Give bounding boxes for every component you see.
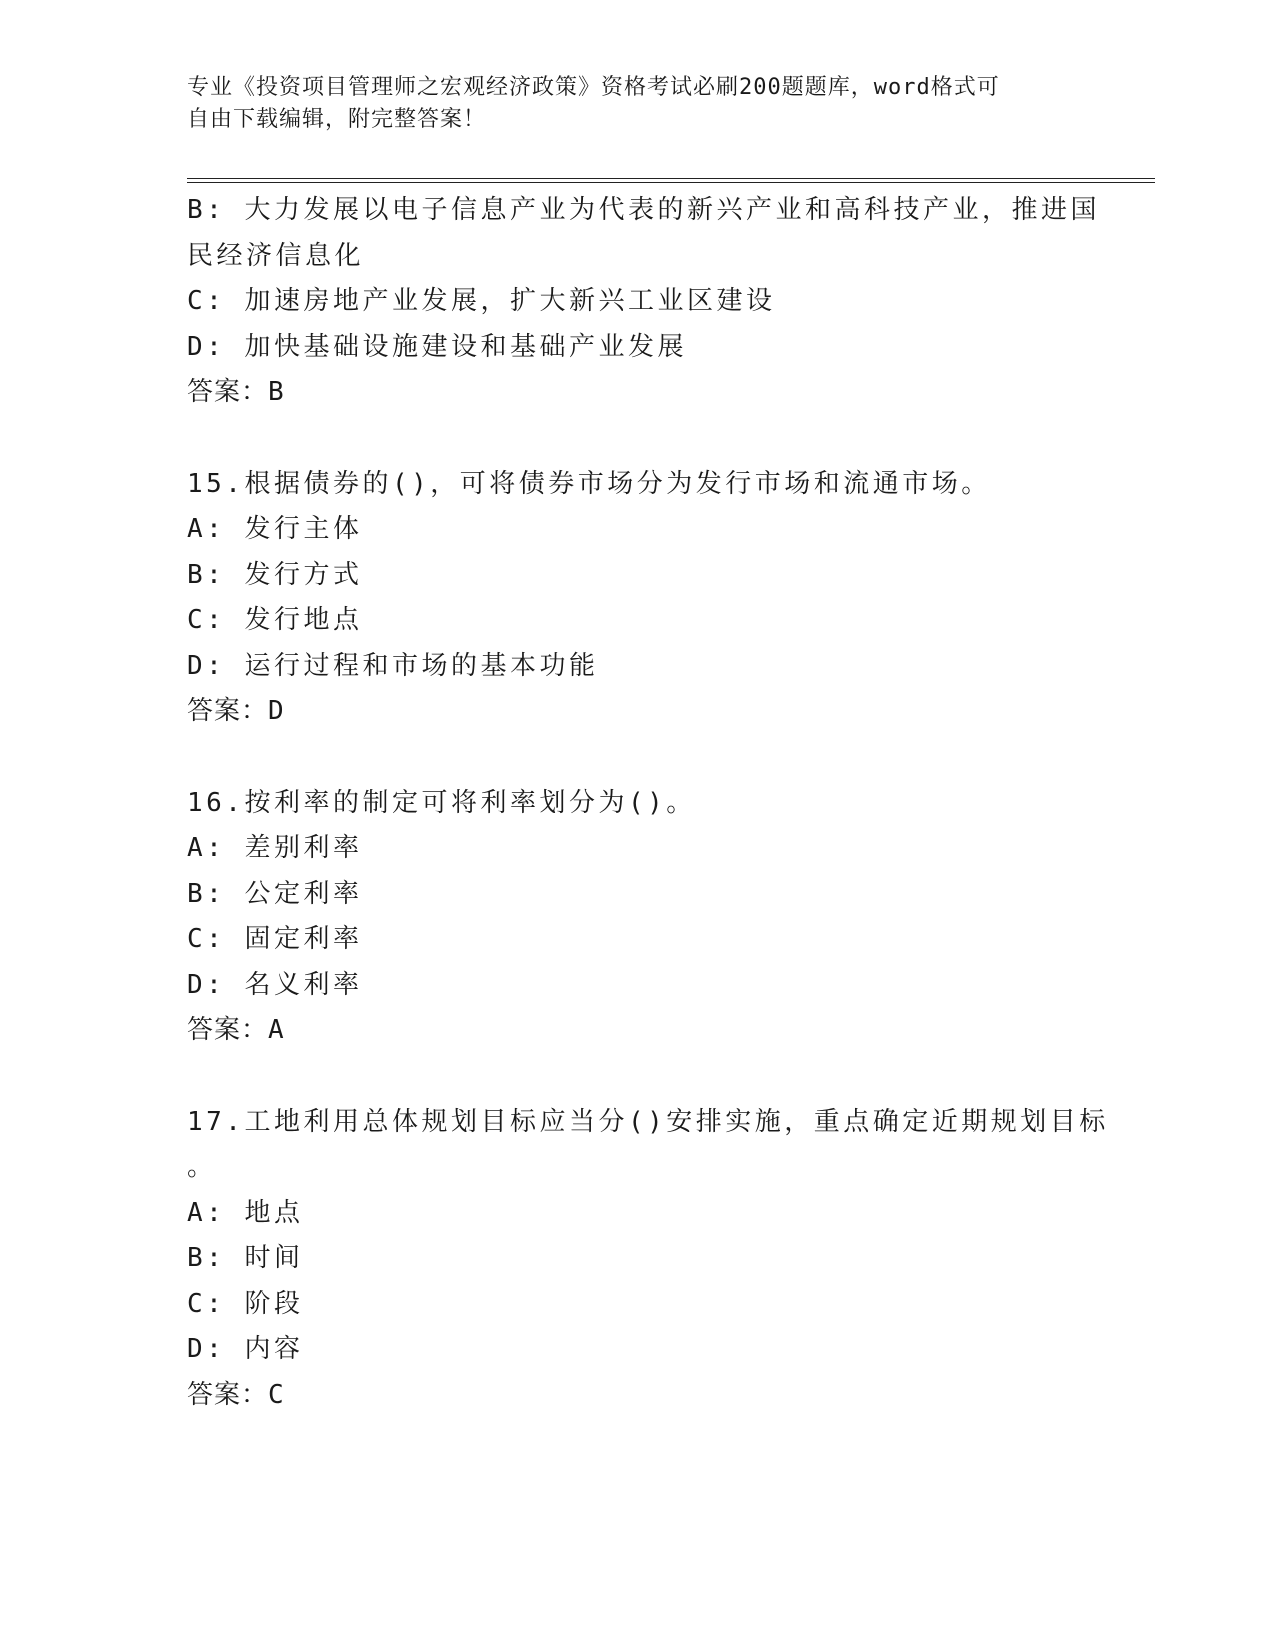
option-c: C: 加速房地产业发展，扩大新兴工业区建设	[187, 286, 776, 316]
spacer	[187, 1054, 1087, 1100]
option-b-line-1: B: 大力发展以电子信息产业为代表的新兴产业和高科技产业，推进国	[187, 195, 1100, 225]
option-c: C: 固定利率	[187, 924, 363, 954]
question-16	[187, 781, 1087, 1054]
question-17	[187, 1100, 1109, 1419]
option-d: D: 名义利率	[187, 969, 363, 1000]
option-a: A: 发行主体	[187, 514, 363, 544]
option-b-line-2: 民经济信息化	[187, 240, 365, 271]
option-b: B: 公定利率	[187, 878, 363, 909]
option-a: A: 地点	[187, 1197, 304, 1228]
header-line-2: 自由下载编辑，附完整答案！	[187, 107, 487, 132]
question-fragment	[187, 188, 1100, 416]
question-stem-continued: 。	[187, 1152, 217, 1182]
header-double-rule	[187, 178, 1155, 183]
option-a: A: 差别利率	[187, 833, 363, 863]
answer-text: 答案：C	[187, 1379, 285, 1410]
option-c: C: 发行地点	[187, 605, 363, 635]
question-stem: 17.工地利用总体规划目标应当分()安排实施，重点确定近期规划目标	[187, 1106, 1109, 1137]
spacer	[187, 416, 1087, 462]
question-content	[187, 188, 1109, 1418]
option-d: D: 内容	[187, 1334, 304, 1364]
answer-text: 答案：B	[187, 377, 285, 407]
answer-text: 答案：D	[187, 696, 285, 726]
spacer	[187, 735, 1087, 781]
answer-text: 答案：A	[187, 1015, 285, 1045]
document-header	[187, 72, 1067, 136]
option-c: C: 阶段	[187, 1288, 304, 1319]
question-15	[187, 462, 1087, 735]
option-b: B: 发行方式	[187, 559, 363, 590]
option-d: D: 加快基础设施建设和基础产业发展	[187, 331, 687, 362]
option-d: D: 运行过程和市场的基本功能	[187, 650, 599, 681]
header-line-1: 专业《投资项目管理师之宏观经济政策》资格考试必刷200题题库，word格式可	[187, 75, 1000, 100]
question-stem: 16.按利率的制定可将利率划分为()。	[187, 787, 696, 818]
question-stem: 15.根据债券的()，可将债券市场分为发行市场和流通市场。	[187, 468, 991, 499]
option-b: B: 时间	[187, 1243, 304, 1273]
